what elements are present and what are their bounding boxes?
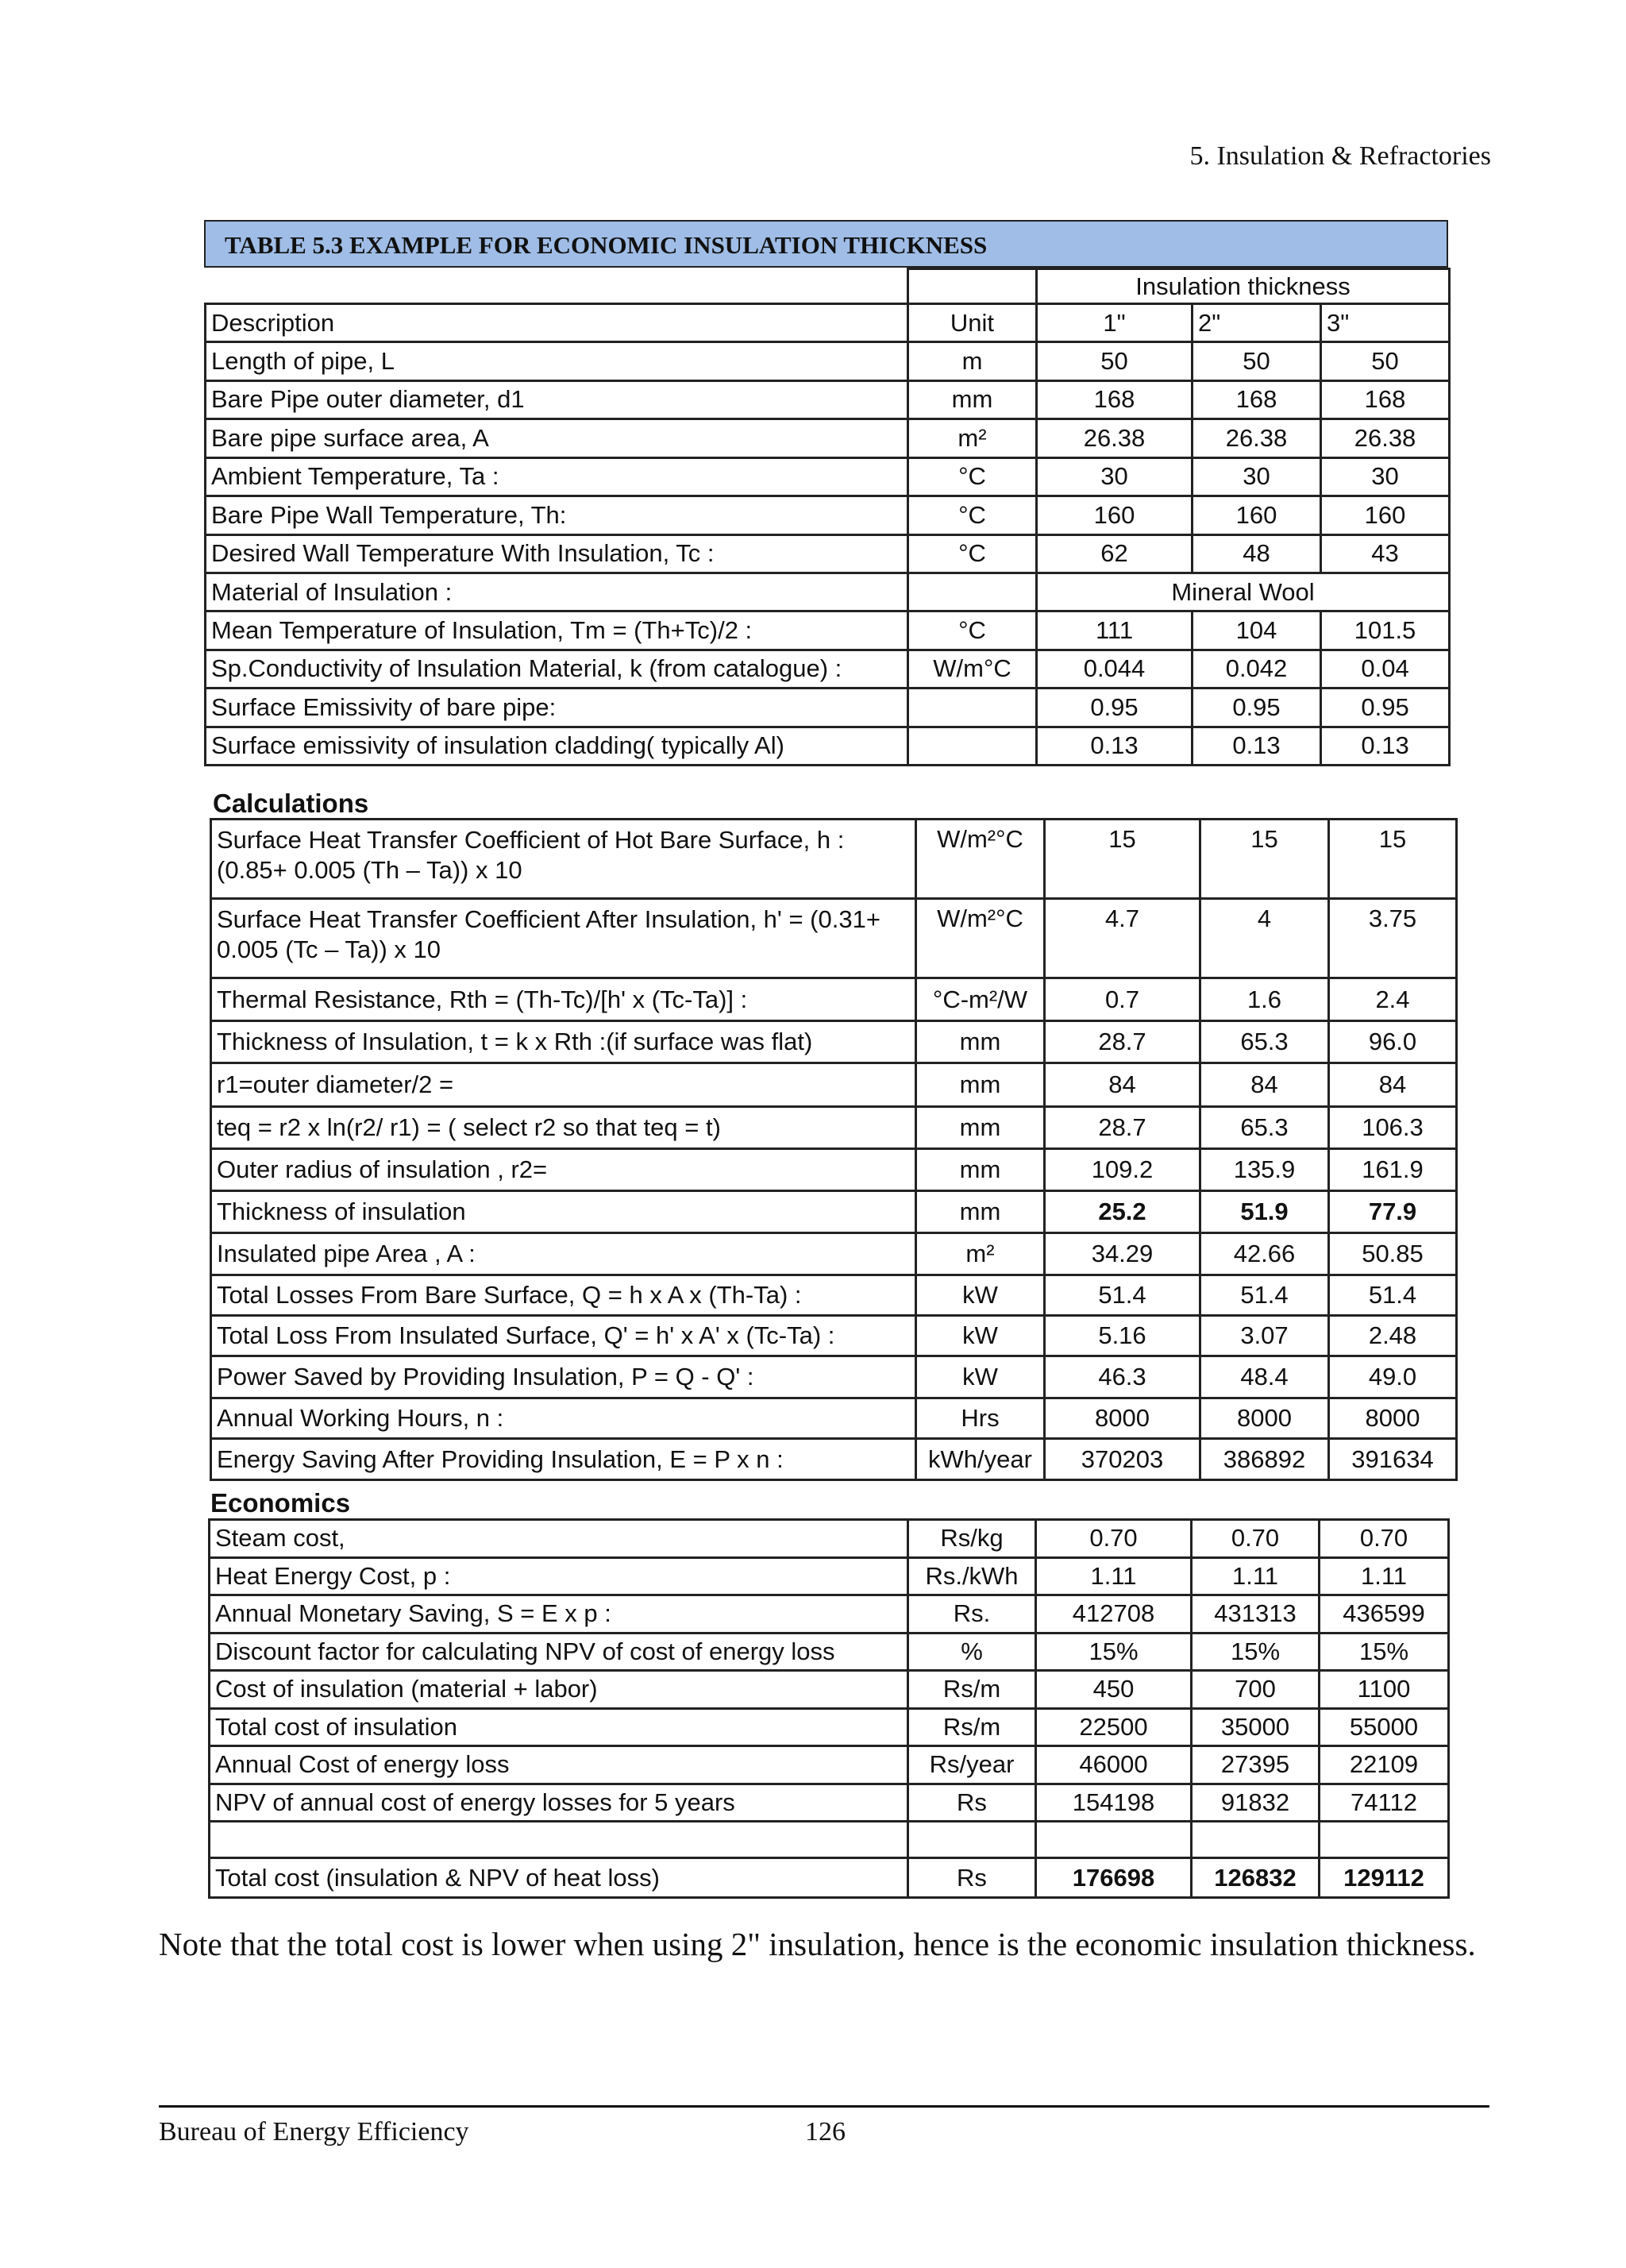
value-cell: 51.4 [1045, 1275, 1200, 1316]
value-cell: 84 [1200, 1063, 1329, 1107]
row-unit: °C [908, 457, 1037, 496]
row-description: NPV of annual cost of energy losses for 5 years [210, 1784, 908, 1822]
row-unit: °C [908, 496, 1037, 535]
value-cell: 104 [1193, 611, 1321, 650]
value-cell: 0.95 [1321, 688, 1450, 727]
value-cell: 27395 [1192, 1746, 1320, 1784]
table-row [211, 1356, 1457, 1398]
value-cell: 1.6 [1200, 978, 1329, 1021]
empty-cell [210, 1822, 908, 1858]
table-row [206, 496, 1450, 535]
table-row [206, 650, 1450, 688]
row-unit: Rs. [908, 1595, 1036, 1634]
empty-cell [1036, 1822, 1192, 1858]
value-cell: 0.042 [1193, 650, 1321, 688]
value-cell: 370203 [1045, 1439, 1200, 1480]
value-cell: 50.85 [1329, 1233, 1457, 1275]
value-cell: 84 [1329, 1063, 1457, 1107]
value-cell: 431313 [1192, 1595, 1320, 1634]
value-cell: 450 [1036, 1671, 1192, 1709]
table-row [210, 1520, 1449, 1558]
table-row [211, 1107, 1457, 1149]
column-header: Description [206, 304, 908, 342]
value-cell: 4.7 [1045, 899, 1200, 978]
value-cell: 22500 [1036, 1708, 1192, 1746]
empty-cell [908, 269, 1037, 304]
value-cell: 84 [1045, 1063, 1200, 1107]
table-row [211, 1316, 1457, 1356]
table-row [211, 899, 1457, 978]
row-description: Ambient Temperature, Ta : [206, 457, 908, 496]
value-cell: 0.70 [1320, 1520, 1449, 1558]
row-description: Annual Working Hours, n : [211, 1398, 916, 1439]
table-row [206, 534, 1450, 573]
row-unit: mm [916, 1107, 1045, 1149]
table-row [206, 688, 1450, 727]
row-unit: Rs./kWh [908, 1557, 1036, 1595]
table-row [206, 342, 1450, 381]
value-cell: 26.38 [1193, 419, 1321, 458]
value-cell: 1100 [1320, 1671, 1449, 1709]
value-cell: 109.2 [1045, 1149, 1200, 1191]
column-header-row [206, 304, 1450, 342]
value-cell: 15% [1192, 1633, 1320, 1671]
value-cell: 34.29 [1045, 1233, 1200, 1275]
value-cell: 46000 [1036, 1746, 1192, 1784]
row-description: Bare Pipe Wall Temperature, Th: [206, 496, 908, 535]
row-description: Sp.Conductivity of Insulation Material, k (from catalogue) : [206, 650, 908, 688]
value-cell: 160 [1193, 496, 1321, 535]
total-row [210, 1858, 1449, 1898]
value-cell: 46.3 [1045, 1356, 1200, 1398]
value-cell: 48.4 [1200, 1356, 1329, 1398]
column-header: 2" [1193, 304, 1321, 342]
empty-cell [1320, 1822, 1449, 1858]
table-row [206, 727, 1450, 766]
table-row [206, 380, 1450, 419]
value-cell: 1.11 [1192, 1557, 1320, 1595]
row-description: Surface Heat Transfer Coefficient of Hot Bare Surface, h :(0.85+ 0.005 (Th – Ta)) x 10 [211, 820, 916, 899]
value-cell: 154198 [1036, 1784, 1192, 1822]
value-cell: 8000 [1045, 1398, 1200, 1439]
value-cell: 1.11 [1320, 1557, 1449, 1595]
value-cell: 2.4 [1329, 978, 1457, 1021]
value-cell: 50 [1321, 342, 1450, 381]
value-cell: 55000 [1320, 1708, 1449, 1746]
value-cell: 74112 [1320, 1784, 1449, 1822]
row-unit: % [908, 1633, 1036, 1671]
value-cell: 62 [1037, 534, 1193, 573]
row-unit: mm [916, 1191, 1045, 1233]
value-cell: 161.9 [1329, 1149, 1457, 1191]
table-row [211, 1398, 1457, 1439]
row-unit: m² [916, 1233, 1045, 1275]
value-cell: 50 [1037, 342, 1193, 381]
value-cell: 4 [1200, 899, 1329, 978]
empty-cell [1192, 1822, 1320, 1858]
value-cell: 26.38 [1037, 419, 1193, 458]
row-unit: W/m²°C [916, 820, 1045, 899]
value-cell: 5.16 [1045, 1316, 1200, 1356]
row-description: Material of Insulation : [206, 573, 908, 611]
calculations-heading: Calculations [213, 789, 369, 818]
total-value-cell: 129112 [1320, 1858, 1449, 1898]
row-description: Annual Cost of energy loss [210, 1746, 908, 1784]
row-description: Thickness of insulation [211, 1191, 916, 1233]
value-cell: 65.3 [1200, 1021, 1329, 1063]
value-cell: 8000 [1329, 1398, 1457, 1439]
table-row [210, 1784, 1449, 1822]
value-cell: 412708 [1036, 1595, 1192, 1634]
value-cell: 49.0 [1329, 1356, 1457, 1398]
value-cell: 3.75 [1329, 899, 1457, 978]
row-unit: Rs/m [908, 1671, 1036, 1709]
row-unit: m² [908, 419, 1037, 458]
total-value-cell: 176698 [1036, 1858, 1192, 1898]
value-cell: 0.95 [1193, 688, 1321, 727]
row-description: r1=outer diameter/2 = [211, 1063, 916, 1107]
value-cell: 42.66 [1200, 1233, 1329, 1275]
group-header-row [206, 269, 1450, 304]
page-number: 126 [805, 2117, 846, 2146]
table-title: TABLE 5.3 EXAMPLE FOR ECONOMIC INSULATION THICKNESS [204, 220, 1448, 268]
total-value-cell: 126832 [1192, 1858, 1320, 1898]
row-description: Thermal Resistance, Rth = (Th-Tc)/[h' x (Tc-Ta)] : [211, 978, 916, 1021]
value-cell: 15 [1045, 820, 1200, 899]
table-row [211, 1191, 1457, 1233]
table-row [206, 457, 1450, 496]
table-row [210, 1633, 1449, 1671]
table-row [211, 1439, 1457, 1480]
running-header: 5. Insulation & Refractories [1189, 141, 1491, 171]
value-cell: 0.04 [1321, 650, 1450, 688]
table-row [210, 1746, 1449, 1784]
value-cell: 30 [1321, 457, 1450, 496]
value-cell: 160 [1321, 496, 1450, 535]
value-cell: 0.13 [1321, 727, 1450, 766]
material-value: Mineral Wool [1037, 573, 1450, 611]
row-description: Insulated pipe Area , A : [211, 1233, 916, 1275]
footer-publisher: Bureau of Energy Efficiency [159, 2117, 469, 2146]
empty-cell [908, 573, 1037, 611]
value-cell: 168 [1321, 380, 1450, 419]
value-cell: 30 [1193, 457, 1321, 496]
row-description: Discount factor for calculating NPV of cost of energy loss [210, 1633, 908, 1671]
row-description: Length of pipe, L [206, 342, 908, 381]
row-unit: kW [916, 1356, 1045, 1398]
value-cell: 0.7 [1045, 978, 1200, 1021]
row-description: Bare Pipe outer diameter, d1 [206, 380, 908, 419]
column-header: Unit [908, 304, 1037, 342]
value-cell: 106.3 [1329, 1107, 1457, 1149]
value-cell: 65.3 [1200, 1107, 1329, 1149]
empty-cell [206, 269, 908, 304]
value-cell: 168 [1193, 380, 1321, 419]
row-description: Surface Emissivity of bare pipe: [206, 688, 908, 727]
value-cell: 0.13 [1193, 727, 1321, 766]
row-description: Power Saved by Providing Insulation, P = Q - Q' : [211, 1356, 916, 1398]
row-description: Total cost (insulation & NPV of heat loss) [210, 1858, 908, 1898]
row-unit: mm [916, 1149, 1045, 1191]
row-unit: kWh/year [916, 1439, 1045, 1480]
table-row [206, 419, 1450, 458]
empty-cell [908, 1822, 1036, 1858]
row-description: Bare pipe surface area, A [206, 419, 908, 458]
column-header: 1" [1037, 304, 1193, 342]
value-cell: 0.70 [1036, 1520, 1192, 1558]
value-cell: 35000 [1192, 1708, 1320, 1746]
value-cell: 48 [1193, 534, 1321, 573]
row-description: Total Losses From Bare Surface, Q = h x A x (Th-Ta) : [211, 1275, 916, 1316]
spacer-row [210, 1822, 1449, 1858]
value-cell: 2.48 [1329, 1316, 1457, 1356]
row-unit: Rs [908, 1858, 1036, 1898]
specifications-table [204, 268, 1451, 766]
value-cell: 22109 [1320, 1746, 1449, 1784]
value-cell: 1.11 [1036, 1557, 1192, 1595]
value-cell: 28.7 [1045, 1107, 1200, 1149]
row-unit: °C-m²/W [916, 978, 1045, 1021]
row-unit: °C [908, 611, 1037, 650]
row-description: Thickness of Insulation, t = k x Rth :(if surface was flat) [211, 1021, 916, 1063]
row-unit: °C [908, 534, 1037, 573]
table-row [210, 1557, 1449, 1595]
row-unit: Rs/year [908, 1746, 1036, 1784]
table-row [206, 611, 1450, 650]
table-row [211, 820, 1457, 899]
value-cell: 15 [1329, 820, 1457, 899]
value-cell: 77.9 [1329, 1191, 1457, 1233]
economics-table [208, 1518, 1450, 1899]
value-cell: 15% [1320, 1633, 1449, 1671]
value-cell: 25.2 [1045, 1191, 1200, 1233]
row-description: Mean Temperature of Insulation, Tm = (Th+Tc)/2 : [206, 611, 908, 650]
value-cell: 0.95 [1037, 688, 1193, 727]
value-cell: 51.9 [1200, 1191, 1329, 1233]
row-description: Energy Saving After Providing Insulation, E = P x n : [211, 1439, 916, 1480]
value-cell: 111 [1037, 611, 1193, 650]
row-description: Steam cost, [210, 1520, 908, 1558]
economics-heading: Economics [210, 1488, 351, 1518]
value-cell: 0.70 [1192, 1520, 1320, 1558]
row-description: Cost of insulation (material + labor) [210, 1671, 908, 1709]
row-description: teq = r2 x ln(r2/ r1) = ( select r2 so that teq = t) [211, 1107, 916, 1149]
value-cell: 3.07 [1200, 1316, 1329, 1356]
table-row [211, 1275, 1457, 1316]
row-unit: Rs/m [908, 1708, 1036, 1746]
row-description: Desired Wall Temperature With Insulation, Tc : [206, 534, 908, 573]
row-unit: Rs/kg [908, 1520, 1036, 1558]
footer-rule [159, 2105, 1489, 2108]
table-row [210, 1708, 1449, 1746]
group-header: Insulation thickness [1037, 269, 1450, 304]
table-row [211, 978, 1457, 1021]
row-description: Total Loss From Insulated Surface, Q' = h' x A' x (Tc-Ta) : [211, 1316, 916, 1356]
table-row [210, 1671, 1449, 1709]
row-unit: kW [916, 1275, 1045, 1316]
table-row [211, 1149, 1457, 1191]
value-cell: 15 [1200, 820, 1329, 899]
row-unit [908, 727, 1037, 766]
value-cell: 50 [1193, 342, 1321, 381]
row-unit: m [908, 342, 1037, 381]
column-header: 3" [1321, 304, 1450, 342]
value-cell: 391634 [1329, 1439, 1457, 1480]
value-cell: 436599 [1320, 1595, 1449, 1634]
value-cell: 168 [1037, 380, 1193, 419]
row-description: Surface Heat Transfer Coefficient After Insulation, h' = (0.31+ 0.005 (Tc – Ta)) x 10 [211, 899, 916, 978]
table-row [211, 1063, 1457, 1107]
value-cell: 30 [1037, 457, 1193, 496]
value-cell: 91832 [1192, 1784, 1320, 1822]
row-description: Heat Energy Cost, p : [210, 1557, 908, 1595]
row-unit: mm [916, 1021, 1045, 1063]
value-cell: 0.13 [1037, 727, 1193, 766]
value-cell: 96.0 [1329, 1021, 1457, 1063]
row-unit: mm [916, 1063, 1045, 1107]
row-description: Total cost of insulation [210, 1708, 908, 1746]
row-unit: Hrs [916, 1398, 1045, 1439]
row-description: Annual Monetary Saving, S = E x p : [210, 1595, 908, 1634]
value-cell: 8000 [1200, 1398, 1329, 1439]
table-row [211, 1233, 1457, 1275]
value-cell: 386892 [1200, 1439, 1329, 1480]
table-row [210, 1595, 1449, 1634]
row-unit: W/m°C [908, 650, 1037, 688]
row-unit [908, 688, 1037, 727]
table-row [211, 1021, 1457, 1063]
value-cell: 160 [1037, 496, 1193, 535]
value-cell: 51.4 [1329, 1275, 1457, 1316]
value-cell: 0.044 [1037, 650, 1193, 688]
note-paragraph: Note that the total cost is lower when using 2" insulation, hence is the economic insulation thickness. [159, 1926, 1476, 1962]
row-unit: kW [916, 1316, 1045, 1356]
value-cell: 15% [1036, 1633, 1192, 1671]
row-unit: Rs [908, 1784, 1036, 1822]
value-cell: 26.38 [1321, 419, 1450, 458]
row-unit: mm [908, 380, 1037, 419]
value-cell: 43 [1321, 534, 1450, 573]
value-cell: 28.7 [1045, 1021, 1200, 1063]
value-cell: 101.5 [1321, 611, 1450, 650]
row-description: Surface emissivity of insulation cladding( typically Al) [206, 727, 908, 766]
calculations-table [210, 818, 1458, 1481]
value-cell: 135.9 [1200, 1149, 1329, 1191]
row-unit: W/m²°C [916, 899, 1045, 978]
row-description: Outer radius of insulation , r2= [211, 1149, 916, 1191]
value-cell: 700 [1192, 1671, 1320, 1709]
material-row [206, 573, 1450, 611]
value-cell: 51.4 [1200, 1275, 1329, 1316]
